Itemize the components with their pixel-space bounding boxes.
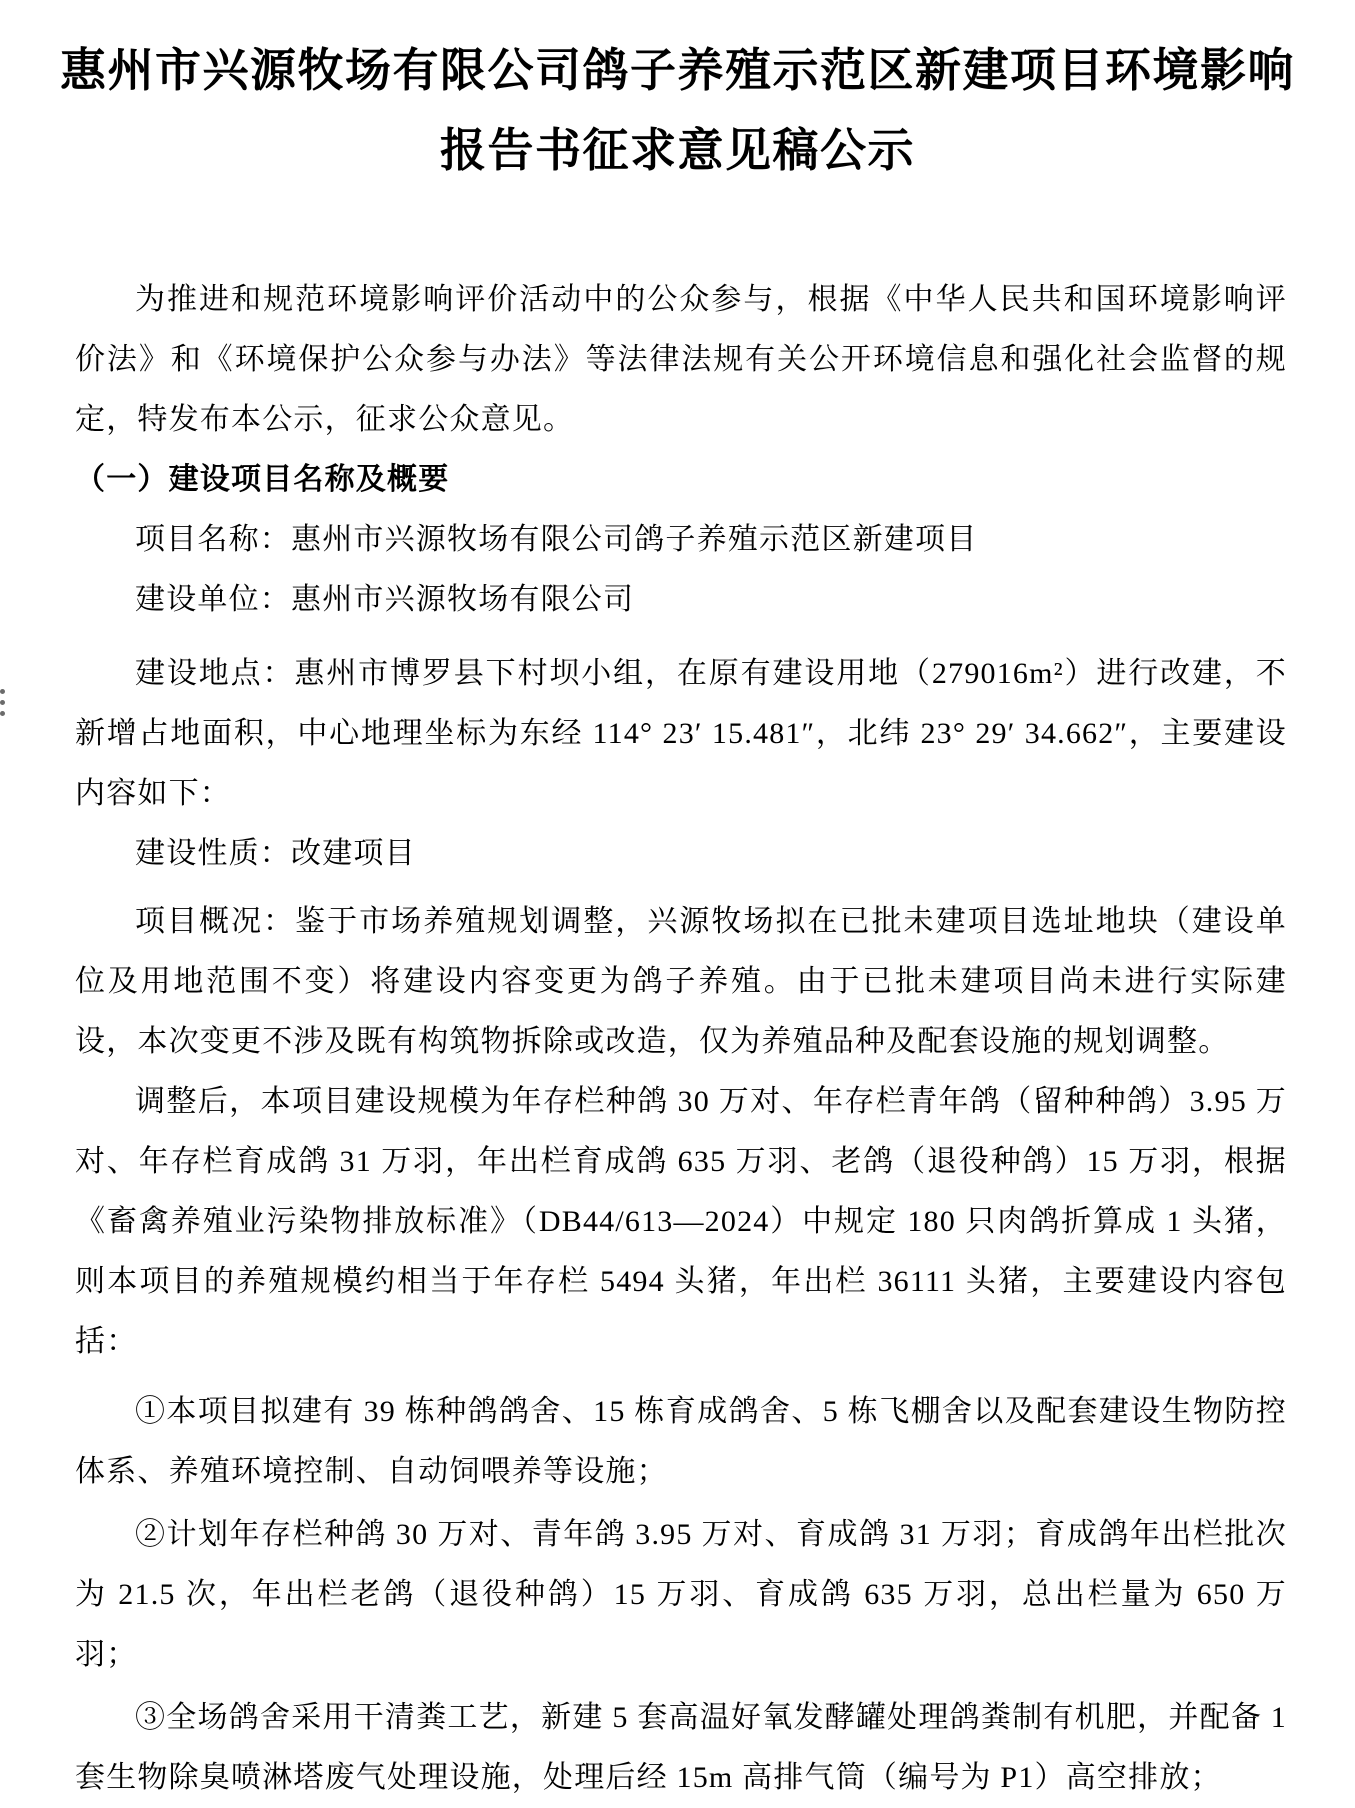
construction-unit-line: 建设单位：惠州市兴源牧场有限公司 — [135, 583, 635, 616]
dot — [0, 700, 5, 705]
construction-location-paragraph: 建设地点：惠州市博罗县下村坝小组，在原有建设用地（279016m²）进行改建，不新增占地面积，中心地理坐标为东经 114° 23′ 15.481″，北纬 23° 29′ 34.662″，主要建设内容如下： — [75, 657, 1287, 810]
dot — [0, 689, 5, 694]
project-scale-paragraph: 调整后，本项目建设规模为年存栏种鸽 30 万对、年存栏青年鸽（留种种鸽）3.95 万对、年存栏育成鸽 31 万羽，年出栏育成鸽 635 万羽、老鸽（退役种鸽）15 万羽，根据《畜禽养殖业污染物排放标准》（DB44/613—2024）中规定 180 只肉鸽折算成 1 头猪，则本项目的养殖规模约相当于年存栏 5494 头猪，年出栏 36111 头猪，主要建设内容包括： — [75, 1085, 1287, 1358]
construction-content-item-1: ①本项目拟建有 39 栋种鸽鸽舍、15 栋育成鸽舍、5 栋飞棚舍以及配套建设生物防控体系、养殖环境控制、自动饲喂养等设施； — [75, 1395, 1287, 1488]
construction-nature-line: 建设性质：改建项目 — [135, 837, 416, 870]
document-title — [30, 30, 1325, 190]
document-title-line-1: 惠州市兴源牧场有限公司鸽子养殖示范区新建项目环境影响 — [60, 44, 1295, 96]
construction-content-item-3: ③全场鸽舍采用干清粪工艺，新建 5 套高温好氧发酵罐处理鸽粪制有机肥，并配备 1 套生物除臭喷淋塔废气处理设施，处理后经 15m 高排气筒（编号为 P1）高空排放； — [75, 1701, 1287, 1794]
construction-content-item-2: ②计划年存栏种鸽 30 万对、青年鸽 3.95 万对、育成鸽 31 万羽；育成鸽年出栏批次为 21.5 次，年出栏老鸽（退役种鸽）15 万羽、育成鸽 635 万羽，总出栏量为 650 万羽； — [75, 1518, 1287, 1671]
document-page — [0, 30, 1355, 1794]
intro-paragraph: 为推进和规范环境影响评价活动中的公众参与，根据《中华人民共和国环境影响评价法》和《环境保护公众参与办法》等法律法规有关公开环境信息和强化社会监督的规定，特发布本公示，征求公众意见。 — [75, 283, 1287, 436]
document-body — [0, 270, 1355, 1808]
project-name-line: 项目名称：惠州市兴源牧场有限公司鸽子养殖示范区新建项目 — [135, 523, 978, 556]
drag-handle-dots-icon[interactable] — [0, 689, 8, 716]
dot — [0, 711, 5, 716]
project-overview-paragraph: 项目概况：鉴于市场养殖规划调整，兴源牧场拟在已批未建项目选址地块（建设单位及用地范围不变）将建设内容变更为鸽子养殖。由于已批未建项目尚未进行实际建设，本次变更不涉及既有构筑物拆除或改造，仅为养殖品种及配套设施的规划调整。 — [75, 905, 1287, 1058]
section-heading-project-name-and-summary: （一）建设项目名称及概要 — [75, 463, 450, 496]
document-title-line-2: 报告书征求意见稿公示 — [440, 124, 915, 176]
